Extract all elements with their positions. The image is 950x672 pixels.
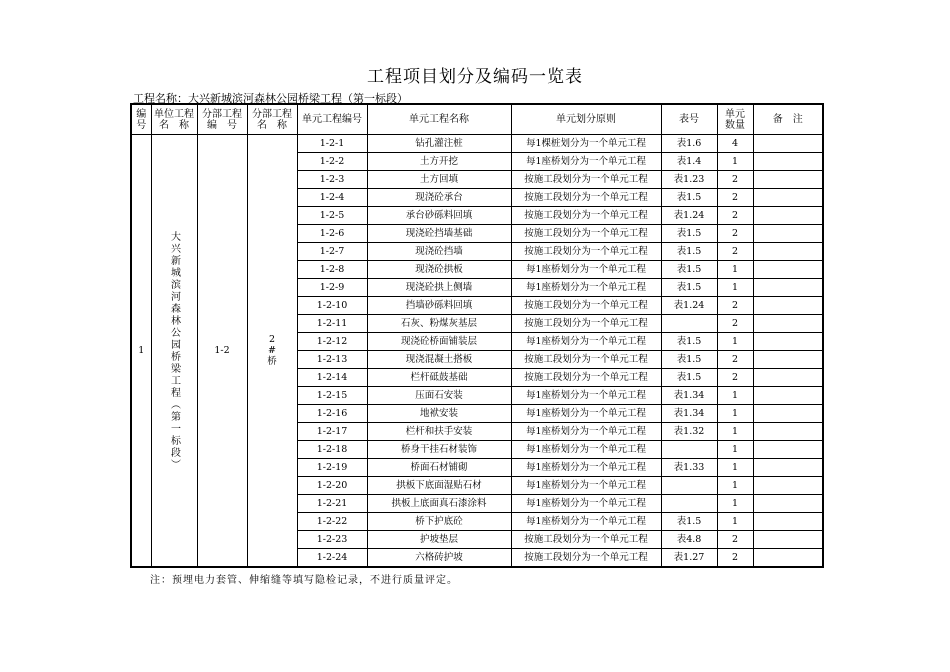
elem-code: 1-2-14 [297,369,367,387]
elem-form: 表1.24 [661,207,717,225]
elem-name: 六格砖护坡 [367,549,511,568]
elem-form: 表1.34 [661,405,717,423]
elem-code: 1-2-21 [297,495,367,513]
elem-form: 表4.8 [661,531,717,549]
elem-qty: 1 [717,423,753,441]
elem-qty: 1 [717,495,753,513]
elem-remark [753,297,823,315]
elem-code: 1-2-8 [297,261,367,279]
elem-principle: 每1座桥划分为一个单元工程 [511,153,661,171]
elem-name: 石灰、粉煤灰基层 [367,315,511,333]
header-unit: 单位工程 名 称 [151,104,197,135]
elem-remark [753,387,823,405]
elem-name: 土方开挖 [367,153,511,171]
header-div-no: 分部工程 编 号 [197,104,247,135]
elem-qty: 2 [717,243,753,261]
group-div-name-part: 2 [268,334,276,345]
group-div-name-part: 桥 [267,356,277,367]
header-row [131,104,823,135]
elem-name: 桥身干挂石材装饰 [367,441,511,459]
elem-form [661,441,717,459]
group-no: 1 [131,135,151,568]
elem-principle: 按施工段划分为一个单元工程 [511,549,661,568]
elem-principle: 按施工段划分为一个单元工程 [511,297,661,315]
elem-qty: 1 [717,333,753,351]
header-principle: 单元划分原则 [511,104,661,135]
elem-form: 表1.5 [661,225,717,243]
elem-code: 1-2-24 [297,549,367,568]
elem-code: 1-2-1 [297,135,367,153]
elem-qty: 2 [717,369,753,387]
elem-form: 表1.5 [661,243,717,261]
header-qty: 单元 数量 [717,104,753,135]
elem-principle: 每1座桥划分为一个单元工程 [511,387,661,405]
elem-remark [753,459,823,477]
elem-qty: 2 [717,531,753,549]
elem-qty: 1 [717,513,753,531]
elem-form: 表1.24 [661,297,717,315]
elem-qty: 2 [717,297,753,315]
elem-remark [753,207,823,225]
elem-remark [753,315,823,333]
elem-code: 1-2-20 [297,477,367,495]
elem-form: 表1.34 [661,387,717,405]
elem-code: 1-2-5 [297,207,367,225]
elem-form: 表1.5 [661,369,717,387]
elem-qty: 1 [717,441,753,459]
elem-remark [753,513,823,531]
elem-form: 表1.5 [661,513,717,531]
elem-code: 1-2-3 [297,171,367,189]
elem-name: 护坡垫层 [367,531,511,549]
elem-principle: 每1座桥划分为一个单元工程 [511,261,661,279]
footnote: 注：预埋电力套管、伸缩缝等填写隐检记录，不进行质量评定。 [150,575,458,586]
elem-qty: 2 [717,549,753,568]
elem-code: 1-2-6 [297,225,367,243]
elem-form: 表1.5 [661,279,717,297]
elem-code: 1-2-7 [297,243,367,261]
elem-qty: 2 [717,171,753,189]
elem-name: 现浇砼挡墙基础 [367,225,511,243]
header-no: 编 号 [131,104,151,135]
elem-principle: 每1棵桩划分为一个单元工程 [511,135,661,153]
elem-qty: 1 [717,387,753,405]
elem-form: 表1.23 [661,171,717,189]
elem-name: 土方回填 [367,171,511,189]
page-title: 工程项目划分及编码一览表 [367,67,583,87]
elem-form: 表1.6 [661,135,717,153]
elem-qty: 2 [717,351,753,369]
elem-qty: 1 [717,477,753,495]
elem-code: 1-2-2 [297,153,367,171]
elem-name: 钻孔灌注桩 [367,135,511,153]
group-unit-cell [151,135,197,568]
elem-name: 现浇砼承台 [367,189,511,207]
elem-principle: 每1座桥划分为一个单元工程 [511,459,661,477]
group-div-name-part: # [268,345,276,356]
elem-principle: 每1座桥划分为一个单元工程 [511,441,661,459]
elem-principle: 每1座桥划分为一个单元工程 [511,279,661,297]
elem-remark [753,477,823,495]
elem-form: 表1.5 [661,261,717,279]
elem-remark [753,423,823,441]
header-elem-no: 单元工程编号 [297,104,367,135]
elem-name: 现浇砼拱上侧墙 [367,279,511,297]
elem-principle: 每1座桥划分为一个单元工程 [511,513,661,531]
elem-remark [753,405,823,423]
elem-name: 压面石安装 [367,387,511,405]
elem-qty: 1 [717,279,753,297]
header-div-name: 分部工程 名 称 [247,104,297,135]
elem-code: 1-2-13 [297,351,367,369]
elem-remark [753,225,823,243]
elem-qty: 1 [717,405,753,423]
elem-code: 1-2-11 [297,315,367,333]
elem-principle: 每1座桥划分为一个单元工程 [511,423,661,441]
elem-name: 桥下护底砼 [367,513,511,531]
header-remark: 备 注 [753,104,823,135]
elem-remark [753,135,823,153]
elem-qty: 1 [717,459,753,477]
elem-code: 1-2-22 [297,513,367,531]
division-table [130,103,824,568]
group-div-name-cell [247,135,297,568]
elem-remark [753,189,823,207]
elem-form: 表1.33 [661,459,717,477]
elem-form [661,477,717,495]
elem-form: 表1.5 [661,351,717,369]
table-row [131,135,823,153]
group-div-no: 1-2 [197,135,247,568]
elem-name: 栏杆砥鼓基础 [367,369,511,387]
elem-qty: 4 [717,135,753,153]
elem-form: 表1.5 [661,189,717,207]
project-name: 工程名称：大兴新城滨河森林公园桥梁工程（第一标段） [133,92,408,105]
elem-code: 1-2-16 [297,405,367,423]
elem-remark [753,441,823,459]
elem-remark [753,243,823,261]
elem-code: 1-2-19 [297,459,367,477]
elem-name: 拱板下底面湿贴石材 [367,477,511,495]
elem-remark [753,351,823,369]
elem-remark [753,369,823,387]
elem-principle: 按施工段划分为一个单元工程 [511,531,661,549]
elem-name: 挡墙砂砾料回填 [367,297,511,315]
elem-principle: 按施工段划分为一个单元工程 [511,243,661,261]
elem-form: 表1.4 [661,153,717,171]
elem-form [661,495,717,513]
elem-name: 现浇砼桥面铺装层 [367,333,511,351]
elem-principle: 按施工段划分为一个单元工程 [511,315,661,333]
elem-code: 1-2-4 [297,189,367,207]
elem-form: 表1.32 [661,423,717,441]
elem-name: 桥面石材铺砌 [367,459,511,477]
elem-code: 1-2-12 [297,333,367,351]
elem-qty: 2 [717,189,753,207]
elem-principle: 按施工段划分为一个单元工程 [511,225,661,243]
header-elem-name: 单元工程名称 [367,104,511,135]
elem-remark [753,495,823,513]
group-unit-name: 大兴新城滨河森林公园桥梁工程（第一标段） [168,230,180,471]
elem-principle: 每1座桥划分为一个单元工程 [511,405,661,423]
elem-name: 现浇砼拱板 [367,261,511,279]
elem-principle: 按施工段划分为一个单元工程 [511,351,661,369]
elem-remark [753,171,823,189]
elem-name: 地袱安装 [367,405,511,423]
elem-name: 拱板上底面真石漆涂料 [367,495,511,513]
elem-name: 现浇混凝土搭板 [367,351,511,369]
elem-qty: 2 [717,315,753,333]
elem-remark [753,549,823,568]
elem-code: 1-2-15 [297,387,367,405]
elem-remark [753,153,823,171]
elem-qty: 2 [717,225,753,243]
elem-form [661,315,717,333]
elem-principle: 每1座桥划分为一个单元工程 [511,495,661,513]
elem-code: 1-2-10 [297,297,367,315]
elem-remark [753,531,823,549]
header-form: 表号 [661,104,717,135]
elem-remark [753,279,823,297]
elem-principle: 按施工段划分为一个单元工程 [511,189,661,207]
elem-form: 表1.5 [661,333,717,351]
elem-remark [753,333,823,351]
elem-principle: 按施工段划分为一个单元工程 [511,171,661,189]
elem-principle: 每1座桥划分为一个单元工程 [511,477,661,495]
elem-qty: 1 [717,153,753,171]
elem-principle: 按施工段划分为一个单元工程 [511,369,661,387]
elem-code: 1-2-23 [297,531,367,549]
elem-name: 现浇砼挡墙 [367,243,511,261]
elem-remark [753,261,823,279]
elem-code: 1-2-18 [297,441,367,459]
elem-name: 承台砂砾料回填 [367,207,511,225]
elem-form: 表1.27 [661,549,717,568]
elem-code: 1-2-9 [297,279,367,297]
elem-qty: 1 [717,261,753,279]
elem-code: 1-2-17 [297,423,367,441]
elem-principle: 按施工段划分为一个单元工程 [511,207,661,225]
elem-name: 栏杆和扶手安装 [367,423,511,441]
elem-principle: 每1座桥划分为一个单元工程 [511,333,661,351]
elem-qty: 2 [717,207,753,225]
